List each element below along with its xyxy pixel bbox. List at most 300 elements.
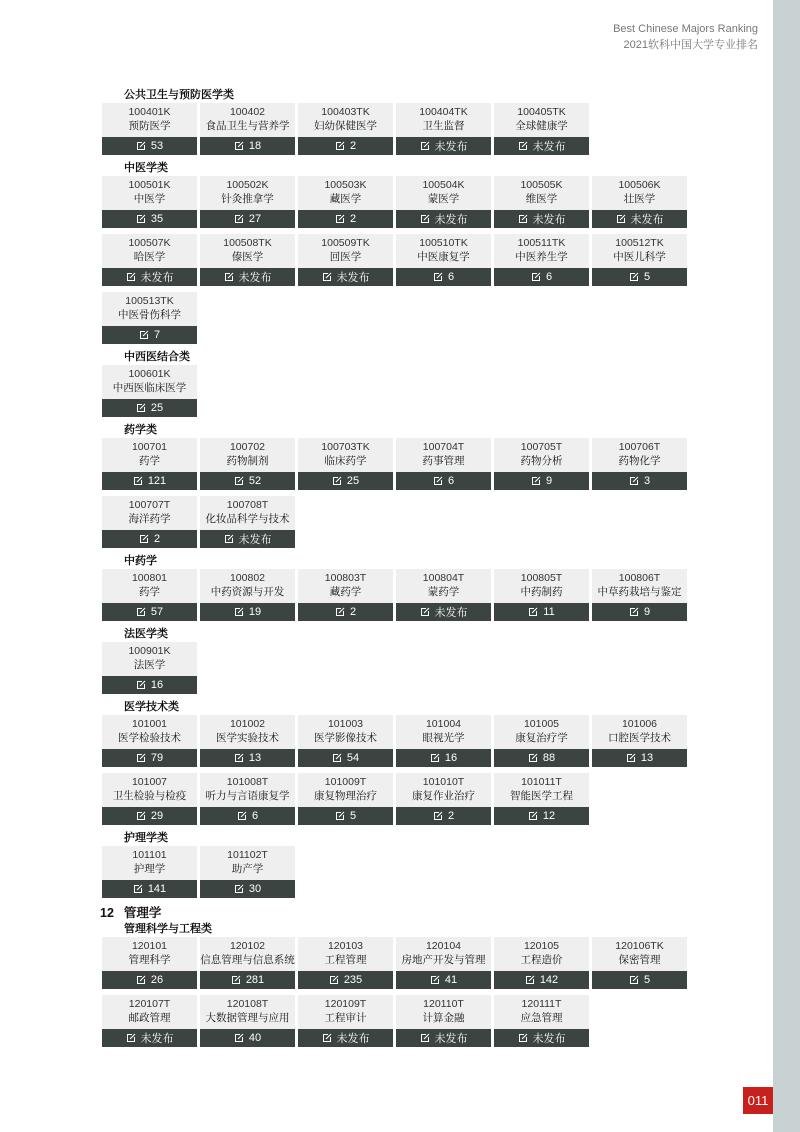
edit-icon bbox=[531, 272, 541, 282]
major-row bbox=[102, 773, 692, 825]
count-bar[interactable] bbox=[102, 807, 197, 825]
edit-icon bbox=[126, 272, 136, 282]
university-count: 41 bbox=[444, 974, 458, 986]
major-code: 120105 bbox=[523, 940, 560, 952]
major-card[interactable] bbox=[396, 234, 491, 286]
university-count: 79 bbox=[150, 752, 164, 764]
major-code: 101101 bbox=[132, 849, 167, 861]
count-bar[interactable] bbox=[396, 971, 491, 989]
count-bar[interactable] bbox=[200, 210, 295, 228]
count-bar[interactable] bbox=[298, 807, 393, 825]
major-card[interactable] bbox=[200, 995, 295, 1047]
edit-icon bbox=[629, 272, 639, 282]
edit-icon bbox=[433, 476, 443, 486]
major-card[interactable] bbox=[592, 176, 687, 228]
major-name: 藏医学 bbox=[329, 193, 362, 205]
university-count: 2 bbox=[349, 606, 357, 618]
major-card[interactable] bbox=[298, 773, 393, 825]
edit-icon bbox=[322, 272, 332, 282]
major-code: 100706T bbox=[618, 441, 661, 453]
major-name: 妇幼保健医学 bbox=[314, 120, 377, 132]
major-card[interactable] bbox=[200, 103, 295, 155]
edit-icon bbox=[136, 141, 146, 151]
major-card[interactable] bbox=[396, 438, 491, 490]
major-card[interactable] bbox=[200, 773, 295, 825]
count-bar[interactable] bbox=[102, 472, 197, 490]
major-row bbox=[102, 569, 692, 621]
university-count: 13 bbox=[248, 752, 262, 764]
edit-icon bbox=[528, 811, 538, 821]
university-count: 2 bbox=[153, 533, 161, 545]
major-card[interactable] bbox=[200, 715, 295, 767]
major-name: 临床药学 bbox=[324, 455, 367, 467]
university-count: 未发布 bbox=[434, 1033, 468, 1045]
major-card[interactable] bbox=[298, 176, 393, 228]
major-code: 101004 bbox=[425, 718, 462, 730]
major-code: 120109T bbox=[324, 998, 367, 1010]
count-bar[interactable] bbox=[102, 210, 197, 228]
major-card[interactable] bbox=[298, 569, 393, 621]
university-count: 12 bbox=[542, 810, 556, 822]
major-card[interactable] bbox=[200, 496, 295, 548]
major-row bbox=[102, 176, 692, 228]
major-name: 药物分析 bbox=[520, 455, 563, 467]
edit-icon bbox=[234, 753, 244, 763]
major-name: 卫生监督 bbox=[422, 120, 465, 132]
major-name: 工程管理 bbox=[324, 954, 367, 966]
count-bar[interactable] bbox=[102, 1029, 197, 1047]
major-code: 100701 bbox=[131, 441, 168, 453]
major-name: 中药资源与开发 bbox=[210, 586, 285, 598]
major-card[interactable] bbox=[494, 103, 589, 155]
university-count: 未发布 bbox=[336, 1033, 370, 1045]
edit-icon bbox=[224, 272, 234, 282]
edit-icon bbox=[518, 141, 528, 151]
major-code: 100804T bbox=[422, 572, 465, 584]
major-row bbox=[102, 496, 692, 548]
major-code: 101003 bbox=[327, 718, 364, 730]
major-name: 法医学 bbox=[133, 659, 166, 671]
category-title: 管理科学与工程类 bbox=[124, 923, 212, 935]
major-code: 100508TK bbox=[223, 237, 272, 249]
category-title: 法医学类 bbox=[124, 628, 168, 640]
edit-icon bbox=[420, 607, 430, 617]
major-card[interactable] bbox=[396, 937, 491, 989]
count-bar[interactable] bbox=[102, 676, 197, 694]
university-count: 5 bbox=[349, 810, 357, 822]
major-row bbox=[102, 438, 692, 490]
university-count: 7 bbox=[153, 329, 161, 341]
major-card[interactable] bbox=[102, 496, 197, 548]
major-card[interactable] bbox=[200, 569, 295, 621]
major-card[interactable] bbox=[102, 292, 197, 344]
count-bar[interactable] bbox=[592, 210, 687, 228]
count-bar[interactable] bbox=[200, 971, 295, 989]
major-code: 100801 bbox=[131, 572, 168, 584]
edit-icon bbox=[234, 1033, 244, 1043]
major-code: 120110T bbox=[423, 998, 464, 1010]
edit-icon bbox=[136, 214, 146, 224]
major-card[interactable] bbox=[102, 937, 197, 989]
major-code: 101102T bbox=[227, 849, 268, 861]
major-code: 100504K bbox=[422, 179, 465, 191]
major-name: 回医学 bbox=[329, 251, 362, 263]
major-name: 大数据管理与应用 bbox=[205, 1012, 290, 1024]
major-name: 应急管理 bbox=[520, 1012, 563, 1024]
edit-icon bbox=[518, 1033, 528, 1043]
edit-icon bbox=[133, 476, 143, 486]
major-card[interactable] bbox=[102, 234, 197, 286]
edit-icon bbox=[237, 811, 247, 821]
major-row bbox=[102, 234, 692, 286]
university-count: 9 bbox=[545, 475, 553, 487]
major-card[interactable] bbox=[102, 365, 197, 417]
major-code: 100502K bbox=[226, 179, 269, 191]
edit-icon bbox=[136, 975, 146, 985]
major-card[interactable] bbox=[494, 569, 589, 621]
count-bar[interactable] bbox=[102, 603, 197, 621]
major-name: 全球健康学 bbox=[515, 120, 568, 132]
edit-icon bbox=[531, 476, 541, 486]
major-row bbox=[102, 937, 692, 989]
major-card[interactable] bbox=[102, 995, 197, 1047]
major-card[interactable] bbox=[298, 103, 393, 155]
major-card[interactable] bbox=[102, 569, 197, 621]
major-code: 100513TK bbox=[125, 295, 174, 307]
count-bar[interactable] bbox=[298, 472, 393, 490]
university-count: 142 bbox=[539, 974, 559, 986]
edit-icon bbox=[528, 753, 538, 763]
major-card[interactable] bbox=[200, 234, 295, 286]
university-count: 未发布 bbox=[336, 272, 370, 284]
count-bar[interactable] bbox=[200, 268, 295, 286]
count-bar[interactable] bbox=[494, 1029, 589, 1047]
major-card[interactable] bbox=[494, 176, 589, 228]
edit-icon bbox=[234, 607, 244, 617]
edit-icon bbox=[433, 811, 443, 821]
major-code: 100404TK bbox=[419, 106, 468, 118]
major-name: 眼视光学 bbox=[422, 732, 465, 744]
count-bar[interactable] bbox=[592, 603, 687, 621]
major-row bbox=[102, 995, 692, 1047]
count-bar[interactable] bbox=[200, 749, 295, 767]
major-name: 傣医学 bbox=[231, 251, 264, 263]
major-name: 壮医学 bbox=[623, 193, 656, 205]
major-card[interactable] bbox=[592, 234, 687, 286]
category-title: 药学类 bbox=[124, 424, 157, 436]
major-code: 101009T bbox=[324, 776, 367, 788]
major-card[interactable] bbox=[102, 846, 197, 898]
count-bar[interactable] bbox=[200, 880, 295, 898]
count-bar[interactable] bbox=[494, 807, 589, 825]
count-bar[interactable] bbox=[396, 268, 491, 286]
edit-icon bbox=[139, 330, 149, 340]
count-bar[interactable] bbox=[102, 749, 197, 767]
major-code: 100401K bbox=[128, 106, 171, 118]
count-bar[interactable] bbox=[298, 1029, 393, 1047]
university-count: 235 bbox=[343, 974, 363, 986]
major-card[interactable] bbox=[200, 937, 295, 989]
major-card[interactable] bbox=[102, 773, 197, 825]
count-bar[interactable] bbox=[396, 807, 491, 825]
major-name: 中西医临床医学 bbox=[112, 382, 187, 394]
university-count: 2 bbox=[447, 810, 455, 822]
major-code: 101011T bbox=[521, 776, 562, 788]
university-count: 18 bbox=[248, 140, 262, 152]
edit-icon bbox=[629, 607, 639, 617]
major-card[interactable] bbox=[494, 937, 589, 989]
university-count: 3 bbox=[643, 475, 651, 487]
major-code: 100601K bbox=[128, 368, 171, 380]
major-card[interactable] bbox=[494, 438, 589, 490]
university-count: 121 bbox=[147, 475, 167, 487]
count-bar[interactable] bbox=[298, 603, 393, 621]
major-card[interactable] bbox=[200, 176, 295, 228]
major-card[interactable] bbox=[396, 995, 491, 1047]
count-bar[interactable] bbox=[494, 472, 589, 490]
category-title: 医学技术类 bbox=[124, 701, 179, 713]
count-bar[interactable] bbox=[102, 268, 197, 286]
count-bar[interactable] bbox=[200, 530, 295, 548]
university-count: 88 bbox=[542, 752, 556, 764]
count-bar[interactable] bbox=[592, 971, 687, 989]
count-bar[interactable] bbox=[102, 971, 197, 989]
major-name: 中医儿科学 bbox=[613, 251, 666, 263]
edit-icon bbox=[335, 141, 345, 151]
major-code: 100806T bbox=[618, 572, 661, 584]
edit-icon bbox=[126, 1033, 136, 1043]
count-bar[interactable] bbox=[592, 472, 687, 490]
major-row bbox=[102, 365, 692, 417]
major-name: 工程造价 bbox=[520, 954, 563, 966]
count-bar[interactable] bbox=[494, 971, 589, 989]
major-card[interactable] bbox=[200, 438, 295, 490]
count-bar[interactable] bbox=[494, 210, 589, 228]
university-count: 5 bbox=[643, 974, 651, 986]
major-card[interactable] bbox=[298, 937, 393, 989]
count-bar[interactable] bbox=[200, 603, 295, 621]
edit-icon bbox=[518, 214, 528, 224]
edit-icon bbox=[234, 884, 244, 894]
header-chinese-title: 2021软科中国大学专业排名 bbox=[623, 39, 758, 51]
major-name: 医学影像技术 bbox=[314, 732, 377, 744]
major-name: 医学检验技术 bbox=[118, 732, 181, 744]
count-bar[interactable] bbox=[200, 472, 295, 490]
major-code: 100707T bbox=[128, 499, 171, 511]
university-count: 未发布 bbox=[434, 214, 468, 226]
university-count: 未发布 bbox=[532, 1033, 566, 1045]
university-count: 52 bbox=[248, 475, 262, 487]
major-row bbox=[102, 715, 692, 767]
university-count: 2 bbox=[349, 213, 357, 225]
university-count: 19 bbox=[248, 606, 262, 618]
major-name: 智能医学工程 bbox=[510, 790, 573, 802]
university-count: 281 bbox=[245, 974, 265, 986]
major-card[interactable] bbox=[298, 234, 393, 286]
edit-icon bbox=[136, 403, 146, 413]
major-card[interactable] bbox=[592, 937, 687, 989]
major-card[interactable] bbox=[200, 846, 295, 898]
page-number: 011 bbox=[743, 1087, 773, 1114]
major-card[interactable] bbox=[396, 176, 491, 228]
count-bar[interactable] bbox=[298, 971, 393, 989]
university-count: 未发布 bbox=[140, 272, 174, 284]
count-bar[interactable] bbox=[298, 137, 393, 155]
edit-icon bbox=[528, 607, 538, 617]
major-card[interactable] bbox=[494, 234, 589, 286]
university-count: 141 bbox=[147, 883, 167, 895]
major-code: 101002 bbox=[229, 718, 266, 730]
major-code: 100405TK bbox=[517, 106, 566, 118]
major-card[interactable] bbox=[102, 642, 197, 694]
major-card[interactable] bbox=[102, 438, 197, 490]
major-code: 100403TK bbox=[321, 106, 370, 118]
major-card[interactable] bbox=[298, 438, 393, 490]
university-count: 未发布 bbox=[532, 214, 566, 226]
edit-icon bbox=[234, 476, 244, 486]
university-count: 57 bbox=[150, 606, 164, 618]
edit-icon bbox=[616, 214, 626, 224]
major-name: 药学 bbox=[139, 455, 160, 467]
major-card[interactable] bbox=[298, 995, 393, 1047]
count-bar[interactable] bbox=[592, 268, 687, 286]
edit-icon bbox=[430, 975, 440, 985]
count-bar[interactable] bbox=[102, 880, 197, 898]
major-code: 100805T bbox=[520, 572, 563, 584]
major-card[interactable] bbox=[592, 715, 687, 767]
major-name: 中药制药 bbox=[520, 586, 563, 598]
major-code: 120103 bbox=[327, 940, 364, 952]
count-bar[interactable] bbox=[494, 268, 589, 286]
edit-icon bbox=[332, 753, 342, 763]
count-bar[interactable] bbox=[200, 137, 295, 155]
major-card[interactable] bbox=[102, 715, 197, 767]
university-count: 9 bbox=[643, 606, 651, 618]
edit-icon bbox=[136, 680, 146, 690]
category-title: 公共卫生与预防医学类 bbox=[124, 89, 234, 101]
university-count: 未发布 bbox=[532, 141, 566, 153]
major-name: 保密管理 bbox=[618, 954, 661, 966]
count-bar[interactable] bbox=[396, 210, 491, 228]
edit-icon bbox=[420, 1033, 430, 1043]
major-code: 100506K bbox=[618, 179, 661, 191]
category-title: 护理学类 bbox=[124, 832, 168, 844]
major-code: 120111T bbox=[521, 998, 562, 1010]
count-bar[interactable] bbox=[592, 749, 687, 767]
university-count: 26 bbox=[150, 974, 164, 986]
edit-icon bbox=[329, 975, 339, 985]
major-code: 101001 bbox=[131, 718, 168, 730]
page-header bbox=[613, 21, 758, 53]
major-code: 100901K bbox=[128, 645, 171, 657]
category-title: 中西医结合类 bbox=[124, 351, 190, 363]
major-card[interactable] bbox=[592, 569, 687, 621]
major-code: 100803T bbox=[324, 572, 367, 584]
discipline-title bbox=[100, 904, 692, 922]
university-count: 16 bbox=[150, 679, 164, 691]
major-card[interactable] bbox=[298, 715, 393, 767]
major-card[interactable] bbox=[396, 773, 491, 825]
count-bar[interactable] bbox=[298, 210, 393, 228]
major-name: 预防医学 bbox=[128, 120, 171, 132]
major-card[interactable] bbox=[102, 176, 197, 228]
university-count: 未发布 bbox=[238, 272, 272, 284]
major-name: 康复作业治疗 bbox=[412, 790, 475, 802]
count-bar[interactable] bbox=[298, 268, 393, 286]
major-name: 针灸推拿学 bbox=[221, 193, 274, 205]
major-row bbox=[102, 292, 692, 344]
major-row bbox=[102, 642, 692, 694]
university-count: 未发布 bbox=[238, 534, 272, 546]
major-card[interactable] bbox=[102, 103, 197, 155]
major-row bbox=[102, 103, 692, 155]
major-name: 助产学 bbox=[231, 863, 264, 875]
major-card[interactable] bbox=[494, 995, 589, 1047]
header-english-title: Best Chinese Majors Ranking bbox=[613, 23, 758, 35]
university-count: 未发布 bbox=[434, 607, 468, 619]
major-card[interactable] bbox=[494, 773, 589, 825]
count-bar[interactable] bbox=[396, 472, 491, 490]
edit-icon bbox=[335, 811, 345, 821]
edit-icon bbox=[136, 811, 146, 821]
count-bar[interactable] bbox=[200, 1029, 295, 1047]
major-code: 101010T bbox=[422, 776, 465, 788]
major-name: 计算金融 bbox=[422, 1012, 465, 1024]
count-bar[interactable] bbox=[102, 137, 197, 155]
major-name: 口腔医学技术 bbox=[608, 732, 671, 744]
major-card[interactable] bbox=[396, 569, 491, 621]
count-bar[interactable] bbox=[396, 137, 491, 155]
major-code: 100507K bbox=[128, 237, 171, 249]
university-count: 未发布 bbox=[434, 141, 468, 153]
major-name: 中医康复学 bbox=[417, 251, 470, 263]
major-name: 中医骨伤科学 bbox=[118, 309, 181, 321]
count-bar[interactable] bbox=[396, 1029, 491, 1047]
count-bar[interactable] bbox=[298, 749, 393, 767]
major-card[interactable] bbox=[396, 715, 491, 767]
count-bar[interactable] bbox=[494, 749, 589, 767]
count-bar[interactable] bbox=[200, 807, 295, 825]
university-count: 54 bbox=[346, 752, 360, 764]
discipline-name: 管理学 bbox=[123, 906, 162, 920]
major-code: 101005 bbox=[523, 718, 560, 730]
university-count: 6 bbox=[545, 271, 553, 283]
count-bar[interactable] bbox=[102, 399, 197, 417]
major-name: 药学 bbox=[139, 586, 160, 598]
count-bar[interactable] bbox=[396, 749, 491, 767]
university-count: 30 bbox=[248, 883, 262, 895]
major-code: 100702 bbox=[229, 441, 266, 453]
count-bar[interactable] bbox=[494, 603, 589, 621]
major-card[interactable] bbox=[494, 715, 589, 767]
major-card[interactable] bbox=[396, 103, 491, 155]
university-count: 40 bbox=[248, 1032, 262, 1044]
major-name: 海洋药学 bbox=[128, 513, 171, 525]
count-bar[interactable] bbox=[102, 530, 197, 548]
major-code: 101006 bbox=[621, 718, 658, 730]
count-bar[interactable] bbox=[102, 326, 197, 344]
major-code: 100512TK bbox=[615, 237, 664, 249]
major-code: 100511TK bbox=[517, 237, 566, 249]
count-bar[interactable] bbox=[494, 137, 589, 155]
major-card[interactable] bbox=[592, 438, 687, 490]
major-code: 100703TK bbox=[321, 441, 370, 453]
major-code: 120102 bbox=[229, 940, 266, 952]
major-name: 食品卫生与营养学 bbox=[205, 120, 290, 132]
count-bar[interactable] bbox=[396, 603, 491, 621]
discipline-number: 12 bbox=[100, 906, 114, 920]
major-name: 康复治疗学 bbox=[515, 732, 568, 744]
